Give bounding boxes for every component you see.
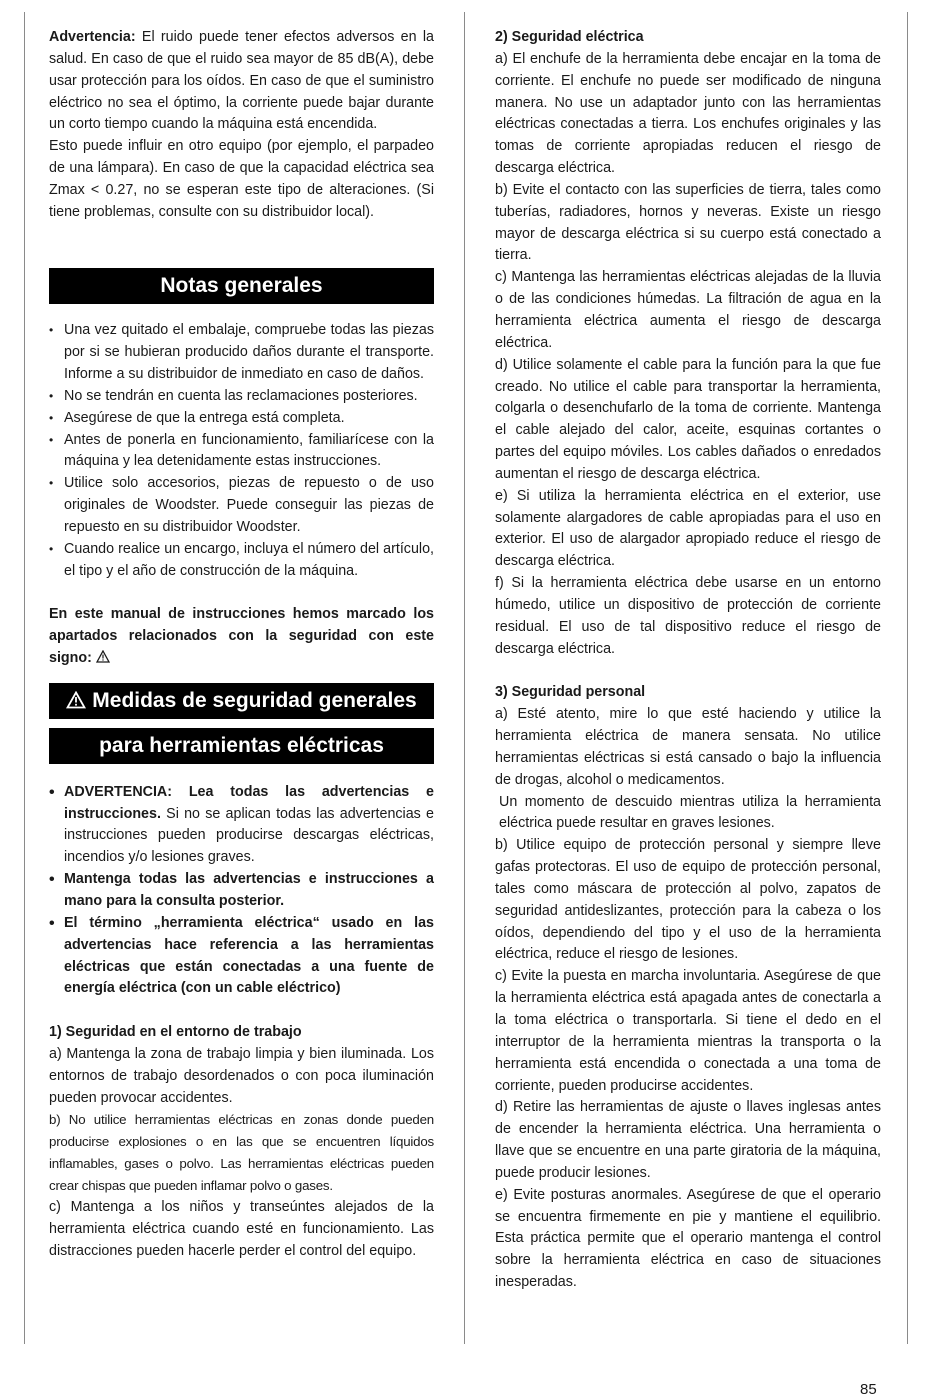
manual-safety-note (49, 604, 434, 670)
safety-banner-title-1: Medidas de seguridad generales (92, 688, 417, 712)
safety-banner-line-1 (49, 683, 434, 719)
general-warnings-list (49, 782, 434, 1000)
section-2-c: c) Mantenga las herramientas eléctricas alejadas de la lluvia o de las condiciones húmedas. La filtración de agua en la herramienta eléctrica aumenta el riesgo de descarga eléctrica. (495, 269, 881, 351)
section-2-b: b) Evite el contacto con las superficies de tierra, tales como tuberías, radiadores, hornos y neveras. Existe un riesgo mayor de descarga eléctrica si su cuerpo está conectado a tierra. (495, 181, 881, 264)
section-2-f: f) Si la herramienta eléctrica debe usarse en un entorno húmedo, utilice un dispositivo de protección de corriente residual. El uso de tal dispositivo reduce el riesgo de descarga eléctrica. (495, 575, 881, 657)
section-3-b: b) Utilice equipo de protección personal y siempre lleve gafas protectoras. El uso de equipo de protección personal, tales como máscara de protección al polvo, zapatos de seguridad antideslizantes, protección para la cabeza o los oídos, dependiendo del tipo y el uso de la herramienta eléctrica, reduce el riesgo de lesiones. (495, 837, 881, 963)
section-1-c: c) Mantenga a los niños y transeúntes alejados de la herramienta eléctrica cuando esté en funcionamiento. Las distracciones pueden hacerle perder el control del equipo. (49, 1198, 434, 1259)
warning-triangle-icon (66, 691, 86, 709)
list-item: • El término „herramienta eléctrica“ usado en las advertencias hace referencia a las herramientas eléctricas que están conectadas a una fuente de energía eléctrica (con un cable eléctrico) (49, 913, 434, 1000)
noise-warning-text: El ruido puede tener efectos adversos en la salud. En caso de que el ruido sea mayor de 85 dB(A), debe usar protección para los oídos. En caso de que el suministro eléctrico no sea el óptimo, la corriente puede bajar durante un corto tiempo cuando la máquina está encendida. (49, 29, 434, 133)
noise-warning-title: Advertencia: (49, 29, 136, 45)
list-item: • No se tendrán en cuenta las reclamaciones posteriores. (49, 386, 434, 408)
warning-1-bold: ADVERTENCIA: Lea todas las advertencias e instrucciones. (64, 783, 434, 822)
noise-warning-paragraph-2: Esto puede influir en otro equipo (por ejemplo, el parpadeo de una lámpara). En caso de que la capacidad eléctrica sea Zmax < 0.27, no se esperan este tipo de alteraciones. (Si tiene problemas, consulte con su distribuidor local). (49, 138, 434, 220)
list-item: • Mantenga todas las advertencias e instrucciones a mano para la consulta posterior. (49, 869, 434, 913)
general-notes-list (49, 320, 434, 582)
section-1-b: b) No utilice herramientas eléctricas en zonas donde pueden producirse explosiones o en las que se encuentren líquidos inflamables, gases o polvo. Las herramientas eléctricas pueden crear chispas que pueden inflamar polvo o gases. (49, 1112, 434, 1193)
warning-1-text: Si no se aplican todas las advertencias e instrucciones pueden producirse descargas eléctricas, incendios y/o lesiones graves. (64, 805, 434, 866)
section-3-e: e) Evite posturas anormales. Asegúrese de que el operario se encuentra firmemente en pie y mantiene el equilibrio. Esta práctica permite que el operario mantenga el control sobre la herramienta eléctrica en caso de situaciones inesperadas. (495, 1186, 881, 1291)
section-1-title: 1) Seguridad en el entorno de trabajo (49, 1024, 302, 1041)
section-2-e: e) Si utiliza la herramienta eléctrica en el exterior, use solamente alargadores de cable apropiadas para el uso en exterior. El uso de alargador apropiado reduce el riesgo de descarga eléctrica. (495, 487, 881, 570)
column-divider-rule (464, 12, 465, 1344)
manual-safety-note-text: En este manual de instrucciones hemos marcado los apartados relacionados con la seguridad con este signo: (49, 606, 434, 666)
list-item: • Cuando realice un encargo, incluya el número del artículo, el tipo y el año de construcción de la máquina. (49, 539, 434, 583)
section-2-d: d) Utilice solamente el cable para la función para la que fue creado. No utilice el cable para transportar la herramienta, colgarla o desenchufarlo de la toma de corriente. Mantenga el cable alejado del calor, aceite, esquinas cortantes o partes del equipo móviles. Los cables dañados o enredados aumentan el riesgo de descarga eléctrica. (495, 356, 881, 482)
section-2-title: 2) Seguridad eléctrica (495, 29, 644, 45)
list-item: • Utilice solo accesorios, piezas de repuesto o de uso originales de Woodster. Puede conseguir las piezas de repuesto en su distribuidor Woodster. (49, 473, 434, 539)
general-notes-banner: Notas generales (49, 268, 434, 304)
right-margin-rule (907, 12, 908, 1344)
list-item: • Antes de ponerla en funcionamiento, familiarícese con la máquina y lea detenidamente estas instrucciones. (49, 430, 434, 474)
warning-triangle-icon (96, 650, 110, 663)
list-item (49, 782, 434, 869)
list-item: • Asegúrese de que la entrega está completa. (49, 408, 434, 430)
section-2-a: a) El enchufe de la herramienta debe encajar en la toma de corriente. El enchufe no puede ser modificado de ninguna manera. No use un adaptador junto con las herramientas eléctricas conectadas a tierra. Los enchufes originales y las tomas de corriente apropiadas reducen el riesgo de descarga eléctrica. (495, 50, 881, 177)
page-number: 85 (860, 1381, 877, 1398)
section-3-a-continued: Un momento de descuido mientras utiliza la herramienta eléctrica puede resultar en graves lesiones. (499, 793, 881, 832)
section-3-title: 3) Seguridad personal (495, 684, 646, 701)
left-column (49, 27, 434, 1262)
left-margin-rule (24, 12, 25, 1344)
list-item: • Una vez quitado el embalaje, compruebe todas las piezas por si se hubieran producido daños durante el transporte. Informe a su distribuidor de inmediato en caso de daños. (49, 320, 434, 386)
section-3-c: c) Evite la puesta en marcha involuntaria. Asegúrese de que la herramienta eléctrica está apagada antes de conectarla a la toma eléctrica o transportarla. Si tiene el dedo en el interruptor de la herramienta mientras la transporta o la herramienta está encendida o conectada a una toma de corriente, pueden producirse accidentes. (495, 968, 881, 1094)
right-column (495, 27, 881, 1294)
section-1-a: a) Mantenga la zona de trabajo limpia y bien iluminada. Los entornos de trabajo desordenados o con poca iluminación pueden provocar accidentes. (49, 1045, 434, 1106)
section-3-a: a) Esté atento, mire lo que esté haciendo y utilice la herramienta eléctrica de manera sensata. No utilice herramientas eléctricas si está cansado o bajo la influencia de drogas, alcohol o medicamentos. (495, 706, 881, 788)
safety-banner-line-2: para herramientas eléctricas (49, 728, 434, 764)
noise-warning-paragraph (49, 27, 434, 136)
section-3-d: d) Retire las herramientas de ajuste o llaves inglesas antes de encender la herramienta eléctrica. Una herramienta o llave que se encuentre en una parte giratoria de la máquina, puede producir lesiones. (495, 1099, 881, 1181)
